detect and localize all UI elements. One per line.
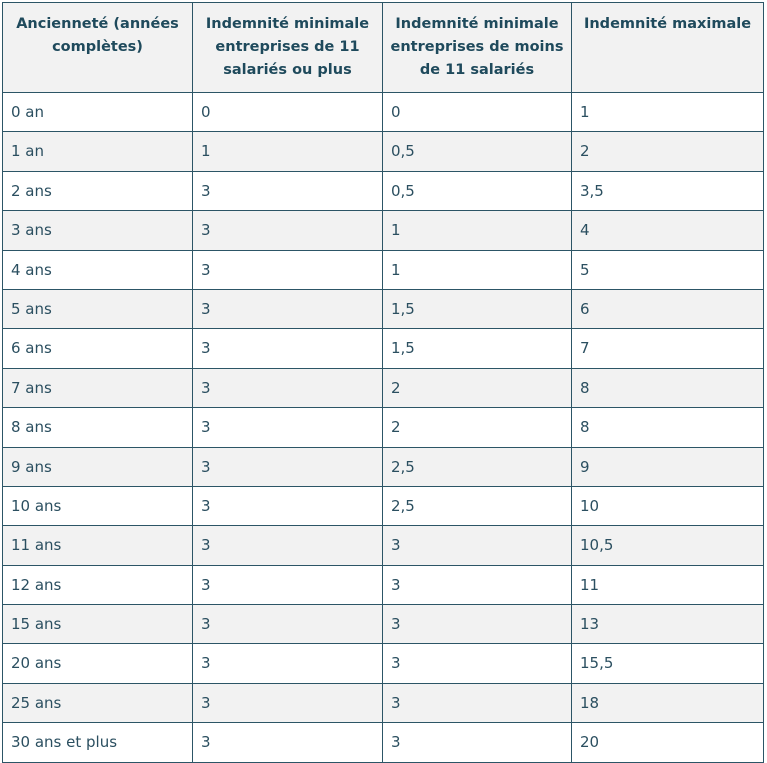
- header-min-11-plus: Indemnité minimale entreprises de 11 salariés ou plus: [193, 3, 383, 93]
- cell-max: 3,5: [572, 171, 764, 210]
- cell-min-11-plus: 3: [193, 250, 383, 289]
- cell-min-11-plus: 3: [193, 526, 383, 565]
- cell-max: 4: [572, 211, 764, 250]
- cell-max: 8: [572, 368, 764, 407]
- cell-min-less-11: 0: [383, 93, 572, 132]
- cell-min-less-11: 2: [383, 408, 572, 447]
- cell-seniority: 20 ans: [3, 644, 193, 683]
- cell-min-less-11: 2,5: [383, 447, 572, 486]
- cell-max: 15,5: [572, 644, 764, 683]
- cell-max: 2: [572, 132, 764, 171]
- table-row: [3, 447, 764, 486]
- cell-min-less-11: 1: [383, 211, 572, 250]
- table-row: [3, 526, 764, 565]
- cell-min-less-11: 3: [383, 526, 572, 565]
- cell-min-11-plus: 0: [193, 93, 383, 132]
- cell-min-11-plus: 3: [193, 605, 383, 644]
- cell-min-11-plus: 3: [193, 644, 383, 683]
- table-row: [3, 211, 764, 250]
- cell-min-less-11: 3: [383, 644, 572, 683]
- cell-min-less-11: 3: [383, 565, 572, 604]
- cell-seniority: 30 ans et plus: [3, 723, 193, 762]
- cell-seniority: 1 an: [3, 132, 193, 171]
- cell-max: 20: [572, 723, 764, 762]
- cell-min-less-11: 3: [383, 723, 572, 762]
- cell-min-11-plus: 3: [193, 447, 383, 486]
- cell-min-11-plus: 3: [193, 289, 383, 328]
- table-row: [3, 644, 764, 683]
- table-row: [3, 132, 764, 171]
- cell-seniority: 4 ans: [3, 250, 193, 289]
- cell-max: 8: [572, 408, 764, 447]
- indemnity-table-container: [2, 2, 763, 763]
- cell-seniority: 8 ans: [3, 408, 193, 447]
- cell-min-11-plus: 3: [193, 565, 383, 604]
- cell-seniority: 11 ans: [3, 526, 193, 565]
- cell-max: 10: [572, 486, 764, 525]
- cell-seniority: 15 ans: [3, 605, 193, 644]
- table-row: [3, 250, 764, 289]
- cell-seniority: 25 ans: [3, 683, 193, 722]
- table-row: [3, 723, 764, 762]
- cell-max: 1: [572, 93, 764, 132]
- cell-min-11-plus: 3: [193, 408, 383, 447]
- cell-min-11-plus: 3: [193, 486, 383, 525]
- cell-min-less-11: 1,5: [383, 289, 572, 328]
- cell-seniority: 3 ans: [3, 211, 193, 250]
- table-row: [3, 565, 764, 604]
- table-row: [3, 408, 764, 447]
- cell-max: 7: [572, 329, 764, 368]
- cell-seniority: 2 ans: [3, 171, 193, 210]
- cell-min-less-11: 3: [383, 683, 572, 722]
- cell-max: 5: [572, 250, 764, 289]
- header-max: Indemnité maximale: [572, 3, 764, 93]
- cell-min-less-11: 2: [383, 368, 572, 407]
- cell-seniority: 10 ans: [3, 486, 193, 525]
- table-row: [3, 93, 764, 132]
- cell-seniority: 7 ans: [3, 368, 193, 407]
- cell-max: 10,5: [572, 526, 764, 565]
- cell-min-less-11: 0,5: [383, 132, 572, 171]
- table-row: [3, 486, 764, 525]
- cell-seniority: 6 ans: [3, 329, 193, 368]
- cell-max: 11: [572, 565, 764, 604]
- cell-seniority: 5 ans: [3, 289, 193, 328]
- cell-min-11-plus: 3: [193, 368, 383, 407]
- table-row: [3, 605, 764, 644]
- cell-min-11-plus: 3: [193, 329, 383, 368]
- cell-seniority: 0 an: [3, 93, 193, 132]
- table-header-row: [3, 3, 764, 93]
- cell-min-less-11: 3: [383, 605, 572, 644]
- cell-min-11-plus: 3: [193, 211, 383, 250]
- table-row: [3, 171, 764, 210]
- cell-min-less-11: 1: [383, 250, 572, 289]
- cell-min-11-plus: 3: [193, 171, 383, 210]
- cell-min-11-plus: 1: [193, 132, 383, 171]
- table-row: [3, 683, 764, 722]
- cell-min-less-11: 2,5: [383, 486, 572, 525]
- cell-max: 9: [572, 447, 764, 486]
- header-seniority: Ancienneté (années complètes): [3, 3, 193, 93]
- cell-max: 13: [572, 605, 764, 644]
- cell-seniority: 9 ans: [3, 447, 193, 486]
- cell-seniority: 12 ans: [3, 565, 193, 604]
- table-row: [3, 289, 764, 328]
- table-row: [3, 329, 764, 368]
- header-min-less-11: Indemnité minimale entreprises de moins de 11 salariés: [383, 3, 572, 93]
- indemnity-table: [2, 2, 764, 763]
- cell-min-11-plus: 3: [193, 723, 383, 762]
- table-body: [3, 93, 764, 763]
- cell-max: 6: [572, 289, 764, 328]
- table-row: [3, 368, 764, 407]
- cell-min-11-plus: 3: [193, 683, 383, 722]
- cell-min-less-11: 1,5: [383, 329, 572, 368]
- cell-max: 18: [572, 683, 764, 722]
- cell-min-less-11: 0,5: [383, 171, 572, 210]
